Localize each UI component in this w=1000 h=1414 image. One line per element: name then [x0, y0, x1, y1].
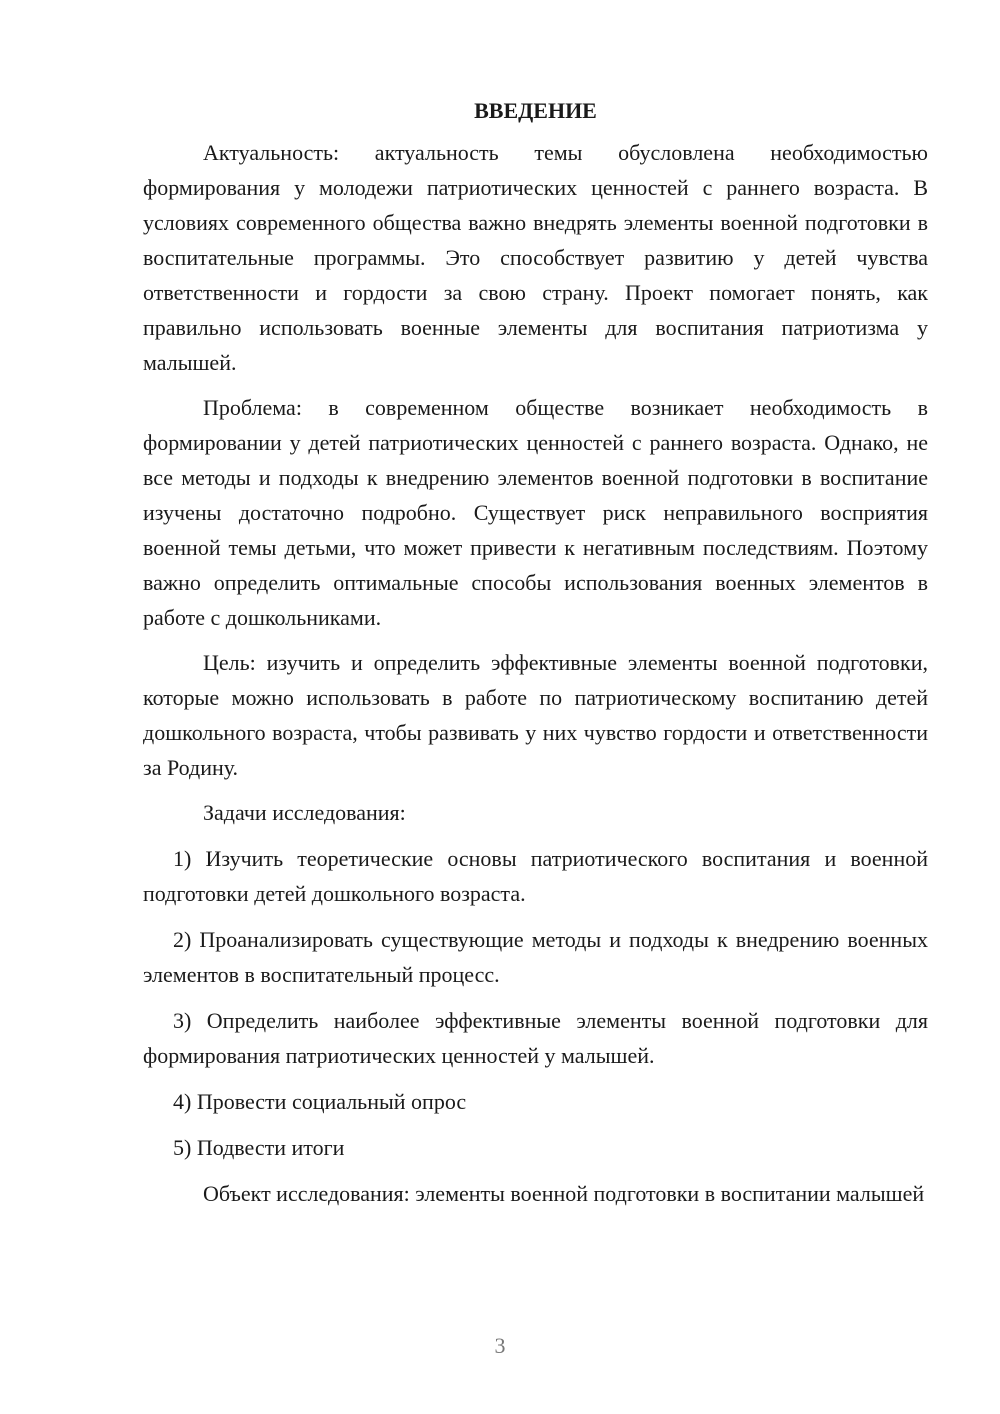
relevance-paragraph: Актуальность: актуальность темы обусловлена необходимостью формирования у молодежи патриотических ценностей с раннего возраста. В условиях современного общества важно внедрять элементы военной подготовки в воспитательные программы. Это способствует развитию у детей чувства ответственности и гордости за свою страну. Проект помогает понять, как правильно использовать военные элементы для воспитания патриотизма у малышей.: [143, 140, 928, 375]
task-item: 4) Провести социальный опрос: [173, 1089, 467, 1114]
section-title: ВВЕДЕНИЕ: [474, 98, 597, 123]
object-paragraph: Объект исследования: элементы военной подготовки в воспитании малышей: [203, 1181, 925, 1206]
page-number: 3: [494, 1333, 506, 1358]
page-content: [143, 95, 928, 1221]
problem-paragraph: Проблема: в современном обществе возникает необходимость в формировании у детей патриотических ценностей с раннего возраста. Однако, не все методы и подходы к внедрению элементов военной подготовки в воспитание изучены достаточно подробно. Существует риск неправильного восприятия военной темы детьми, что может привести к негативным последствиям. Поэтому важно определить оптимальные способы использования военных элементов в работе с дошкольниками.: [143, 395, 928, 630]
goal-paragraph: Цель: изучить и определить эффективные элементы военной подготовки, которые можно использовать в работе по патриотическому воспитанию детей дошкольного возраста, чтобы развивать у них чувство гордости и ответственности за Родину.: [143, 650, 928, 780]
task-item: 1) Изучить теоретические основы патриотического воспитания и военной подготовки детей дошкольного возраста.: [143, 846, 928, 906]
task-item: 5) Подвести итоги: [173, 1135, 345, 1160]
tasks-heading: Задачи исследования:: [203, 800, 406, 825]
task-item: 2) Проанализировать существующие методы и подходы к внедрению военных элементов в воспитательный процесс.: [143, 927, 928, 987]
task-item: 3) Определить наиболее эффективные элементы военной подготовки для формирования патриотических ценностей у малышей.: [143, 1008, 928, 1068]
